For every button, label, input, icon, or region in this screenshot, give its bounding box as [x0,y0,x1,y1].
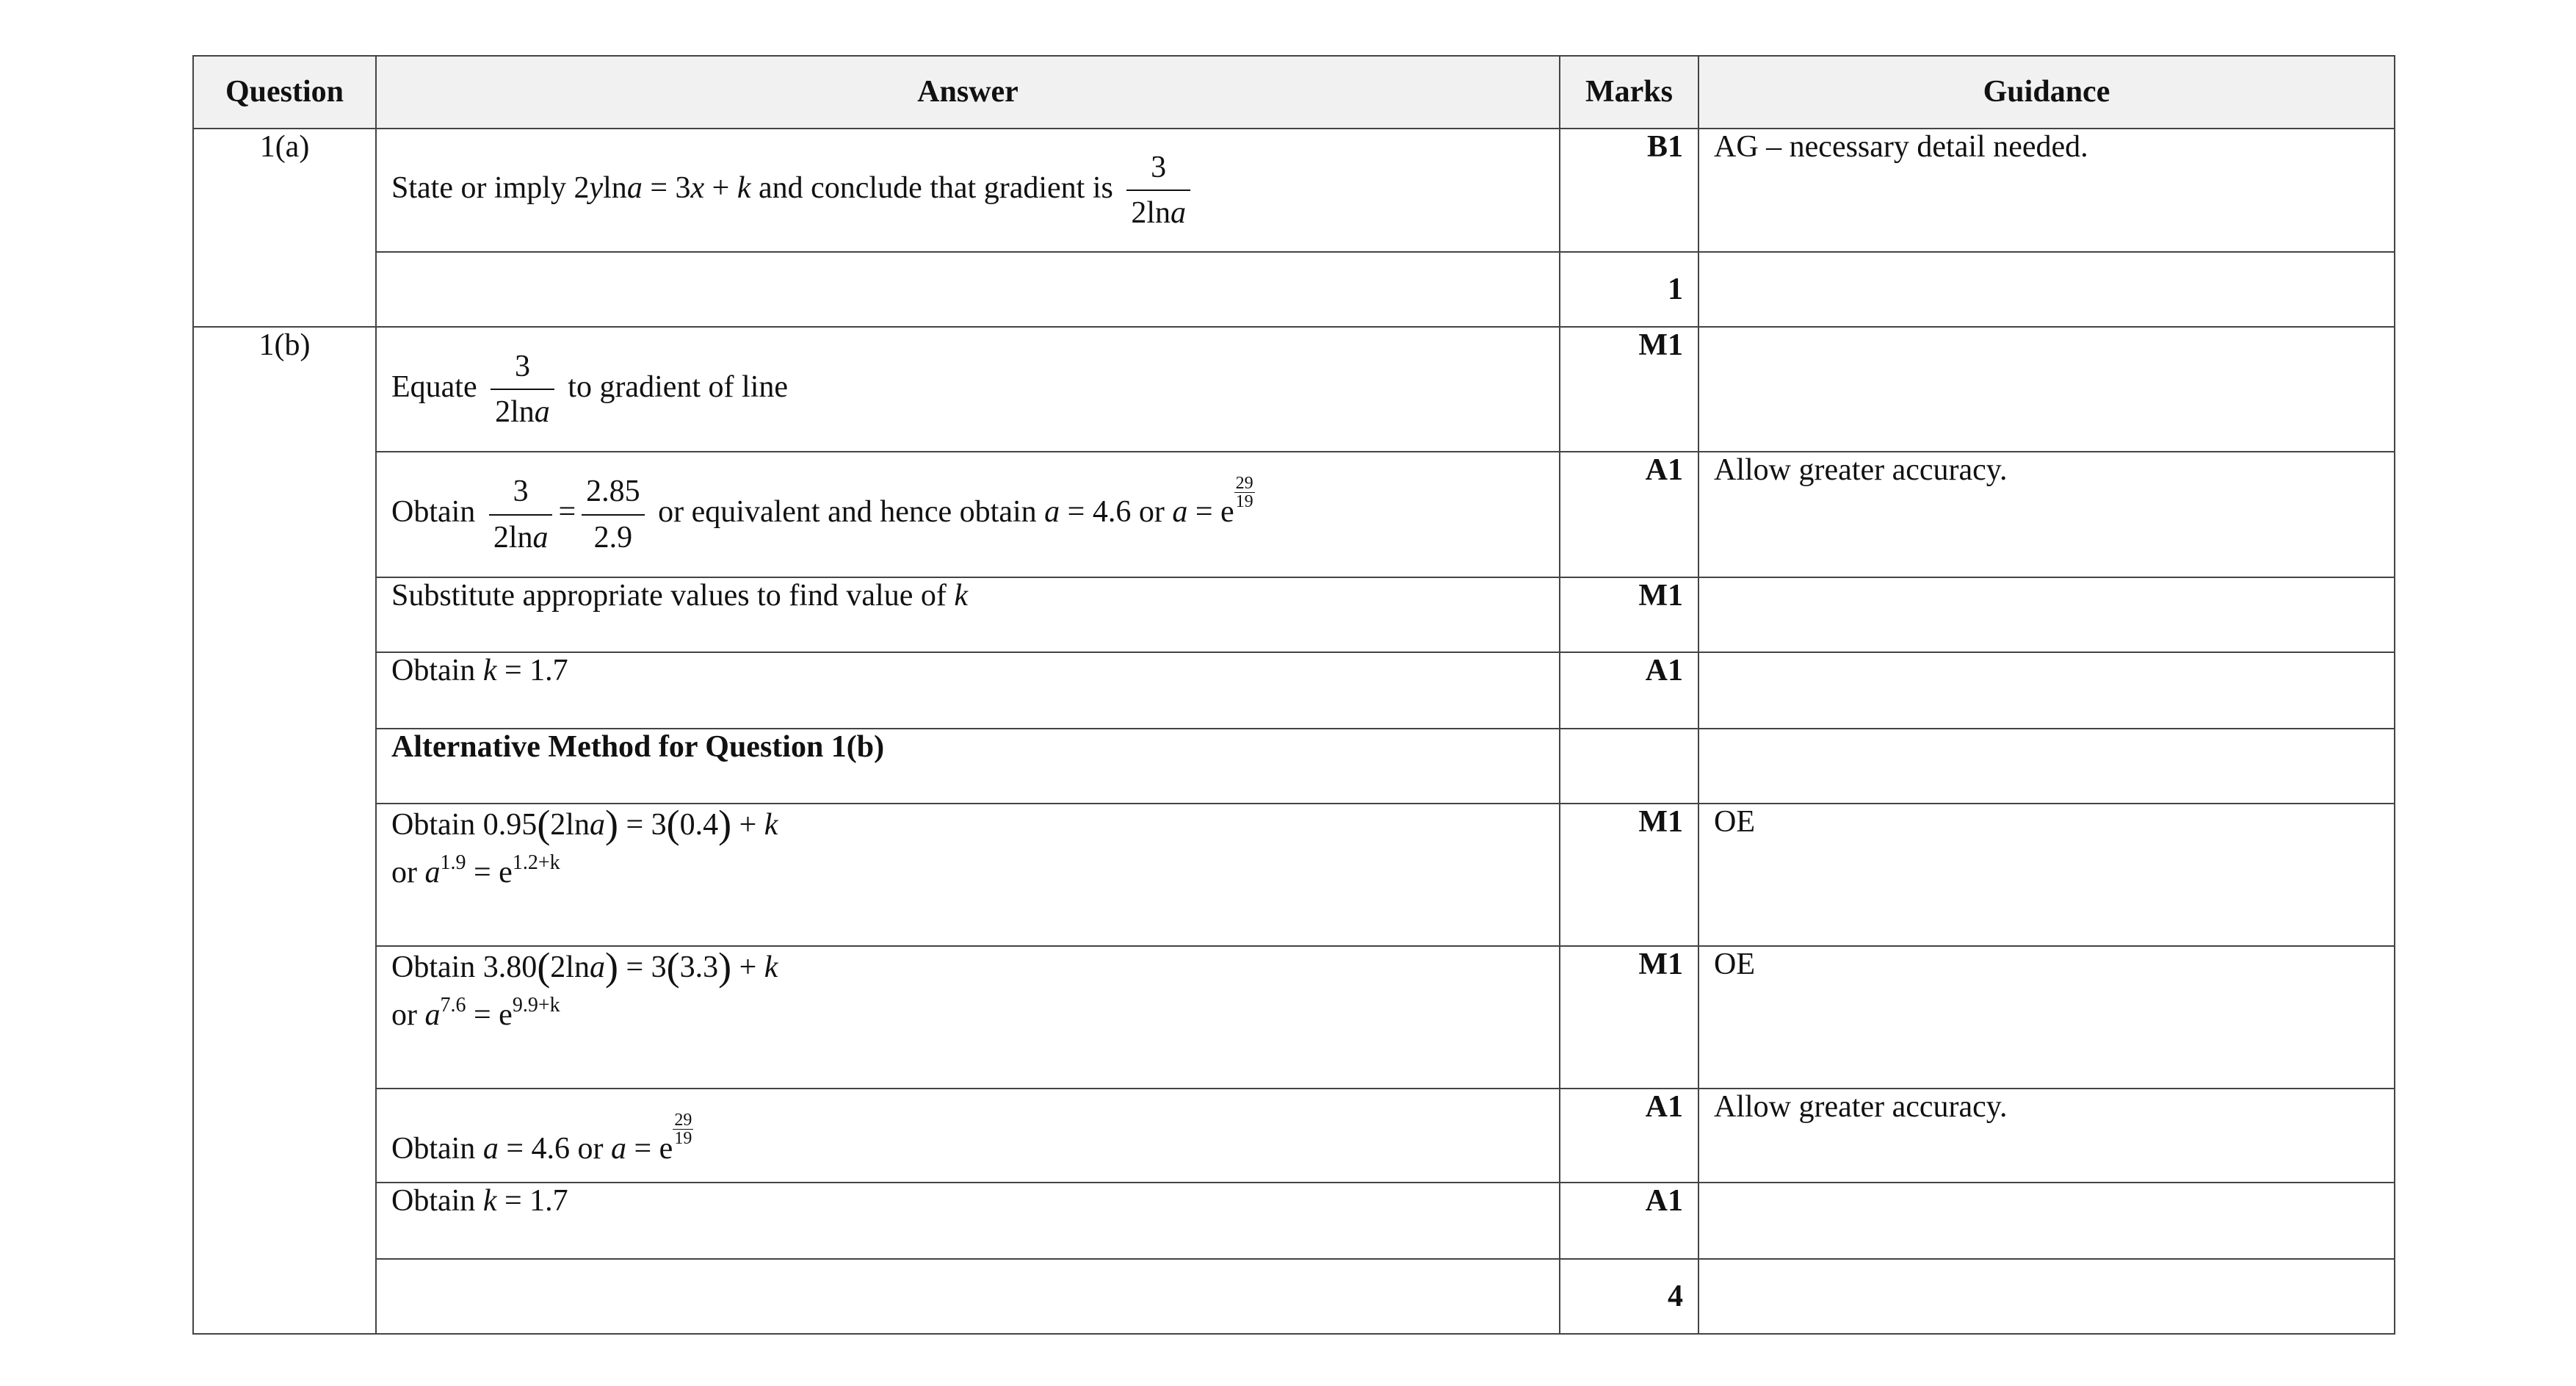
guidance-cell: Allow greater accuracy. [1698,452,2395,577]
guidance-cell: OE [1698,946,2395,1089]
guidance-cell: Allow greater accuracy. [1698,1089,2395,1183]
header-marks: Marks [1560,56,1698,129]
table-row [193,804,2395,946]
answer-text: Obtain [391,495,476,530]
guidance-cell [1698,577,2395,652]
exponent-fraction: $\frac{29}{19}$ [1235,474,1253,512]
answer-text: Obtain [391,654,476,687]
table-row [193,577,2395,652]
guidance-cell: OE [1698,804,2395,946]
alternative-line: or $a^{7.6} = e^{9.9+k}$ [391,994,560,1032]
alternative-line: or $a^{1.9} = e^{1.2+k}$ [391,851,560,889]
mark-cell: M1 [1560,804,1698,946]
answer-cell [376,129,1560,252]
math-var: a [1044,495,1060,530]
table-row [193,129,2395,252]
answer-text: ln [603,170,627,205]
guidance-cell [1698,1183,2395,1259]
fraction-numerator: 2.85 [582,474,645,515]
mark-cell: A1 [1560,652,1698,729]
mark-total: 4 [1560,1259,1698,1334]
answer-cell [376,252,1560,327]
math-var: k [737,170,751,205]
answer-text: Obtain 3.80 [391,950,538,984]
mark-cell: A1 [1560,1183,1698,1259]
fraction [582,474,645,555]
answer-text: Obtain 0.95 [391,808,538,842]
answer-cell: Obtain 3.80(2lna) = 3(3.3) + k or $a^{7.6} = e^{9.9+k}$ [376,946,1560,1089]
table-row [193,1089,2395,1183]
fraction-numerator: 3 [491,349,554,390]
math-var: a [1172,495,1188,530]
answer-text: = 4.6 or [1060,495,1173,530]
mark-cell: A1 [1560,1089,1698,1183]
header-answer: Answer [376,56,1560,129]
answer-text: or equivalent and hence obtain [658,495,1037,530]
answer-cell: Obtain k = 1.7 [376,1183,1560,1259]
equals-sign: = [558,495,576,530]
answer-cell [376,577,1560,652]
alternative-method-heading: Alternative Method for Question 1(b) [376,729,1560,804]
answer-text: Obtain [391,1184,476,1218]
guidance-cell [1698,652,2395,729]
math-var: a [626,170,643,205]
fraction-denominator: 2lna [495,395,550,429]
fraction-numerator: 3 [489,474,553,515]
table-row [193,729,2395,804]
question-label: 1(b) [193,327,376,1334]
answer-text: to gradient of line [568,369,789,404]
table-row [193,452,2395,577]
mark-cell [1560,729,1698,804]
answer-text: and conclude that gradient is [750,170,1113,205]
answer-text: + [704,170,737,205]
answer-text: State or imply 2 [391,170,590,205]
table-row [193,946,2395,1089]
guidance-cell [1698,327,2395,452]
answer-text: Obtain [391,1132,476,1166]
mark-cell: A1 [1560,452,1698,577]
table-row [193,1259,2395,1334]
table-row [193,327,2395,452]
fraction-numerator: 3 [1126,150,1190,191]
fraction-denominator: 2.9 [593,520,633,555]
math-var: y [589,170,604,205]
answer-cell [376,652,1560,729]
mark-scheme-table [192,55,2395,1335]
exponent-fraction: $\frac{29}{19}$ [674,1111,692,1148]
header-question: Question [193,56,376,129]
answer-text: = 1.7 [496,654,568,687]
answer-text: Equate [391,369,477,404]
answer-text: = e [1187,495,1234,530]
mark-cell: M1 [1560,946,1698,1089]
mark-cell: B1 [1560,129,1698,252]
math-var: k [482,654,497,687]
guidance-cell [1698,252,2395,327]
guidance-cell: AG – necessary detail needed. [1698,129,2395,252]
header-guidance: Guidance [1698,56,2395,129]
guidance-cell [1698,1259,2395,1334]
fraction-denominator: 2lna [1131,196,1187,230]
guidance-cell [1698,729,2395,804]
mark-total: 1 [1560,252,1698,327]
fraction [491,349,554,430]
answer-cell: Obtain 0.95(2lna) = 3(0.4) + k or $a^{1.9} = e^{1.2+k}$ [376,804,1560,946]
mark-cell: M1 [1560,327,1698,452]
answer-cell [376,1259,1560,1334]
answer-cell [376,327,1560,452]
math-var: a [482,1132,499,1166]
answer-text: = 3 [642,170,691,205]
math-var: x [690,170,705,205]
math-var: k [482,1184,497,1218]
fraction [489,474,553,555]
fraction-denominator: 2lna [493,520,549,555]
answer-cell [376,452,1560,577]
table-row [193,1183,2395,1259]
question-label: 1(a) [193,129,376,327]
table-row [193,252,2395,327]
fraction [1126,150,1190,231]
header-row [193,56,2395,129]
table-row [193,652,2395,729]
math-var: k [954,579,968,613]
mark-cell: M1 [1560,577,1698,652]
answer-text: Substitute appropriate values to find value of [391,579,947,613]
answer-cell: Obtain a = 4.6 or a = e $\frac{29}{19}$ [376,1089,1560,1183]
